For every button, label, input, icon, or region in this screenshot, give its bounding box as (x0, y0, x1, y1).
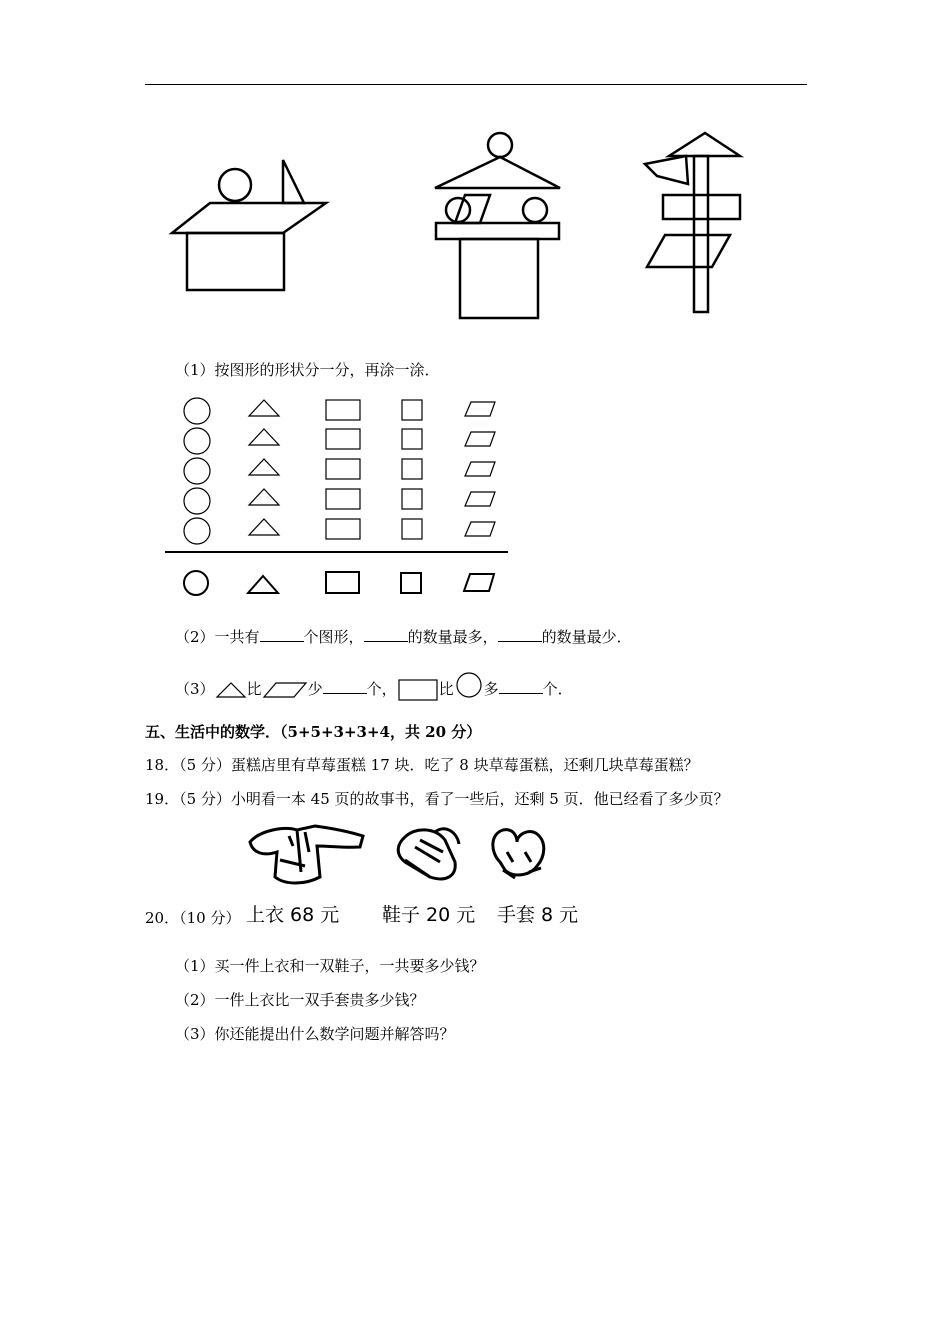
tally-circles (184, 398, 210, 544)
q20-label: 20．（10 分） (145, 909, 241, 927)
q20-sub2: （2）一件上衣比一双手套贵多少钱？ (175, 991, 425, 1009)
q20-sub1: （1）买一件上衣和一双鞋子，一共要多少钱？ (175, 957, 485, 975)
rectangle-icon (397, 678, 439, 702)
answer-blank-least[interactable] (498, 627, 542, 642)
q19-text: 19．（5 分）小明看一本 45 页的故事书，看了一些后，还剩 5 页．他已经看了多少页？ (145, 790, 729, 808)
shape-figures (160, 120, 770, 325)
figure-house-circle (172, 160, 326, 290)
q17-part1: （1）按图形的形状分一分，再涂一涂． (175, 361, 440, 379)
gloves-price-label: 手套 8 元 (497, 904, 579, 926)
q17-part3: （3） 比 少 个， 比 多 个． (175, 678, 573, 702)
answer-blank-more[interactable] (499, 679, 543, 694)
answer-blank-fewer[interactable] (323, 679, 367, 694)
sorting-grid (160, 392, 520, 607)
q18-text: 18．（5 分）蛋糕店里有草莓蛋糕 17 块．吃了 8 块草莓蛋糕，还剩几块草莓蛋糕？ (145, 756, 699, 774)
figure-tower (435, 133, 560, 318)
jacket-price-label: 上衣 68 元 (246, 904, 340, 926)
tally-shapes (184, 398, 495, 544)
tally-rectangles (326, 400, 360, 539)
shoes-icon (398, 829, 459, 879)
gloves-icon (493, 830, 544, 878)
figure-signpost (645, 133, 740, 312)
shoes-price-label: 鞋子 20 元 (382, 904, 476, 926)
jacket-icon (250, 826, 363, 883)
item-pictures (245, 822, 575, 892)
header-rule (145, 84, 807, 85)
tally-triangles (249, 400, 279, 535)
tally-parallelograms (465, 402, 495, 536)
triangle-icon (215, 680, 247, 700)
parallelogram-icon (262, 680, 308, 700)
tally-squares (402, 400, 422, 539)
answer-blank-total[interactable] (260, 627, 304, 642)
q20-sub3: （3）你还能提出什么数学问题并解答吗？ (175, 1025, 455, 1043)
category-shapes (184, 571, 494, 595)
circle-icon (454, 670, 484, 700)
q17-part2: （2）一共有 个图形， 的数量最多， 的数量最少． (175, 628, 632, 646)
section5-title: 五、生活中的数学．（5+5+3+3+4，共 20 分） (145, 723, 482, 741)
answer-blank-most[interactable] (364, 627, 408, 642)
